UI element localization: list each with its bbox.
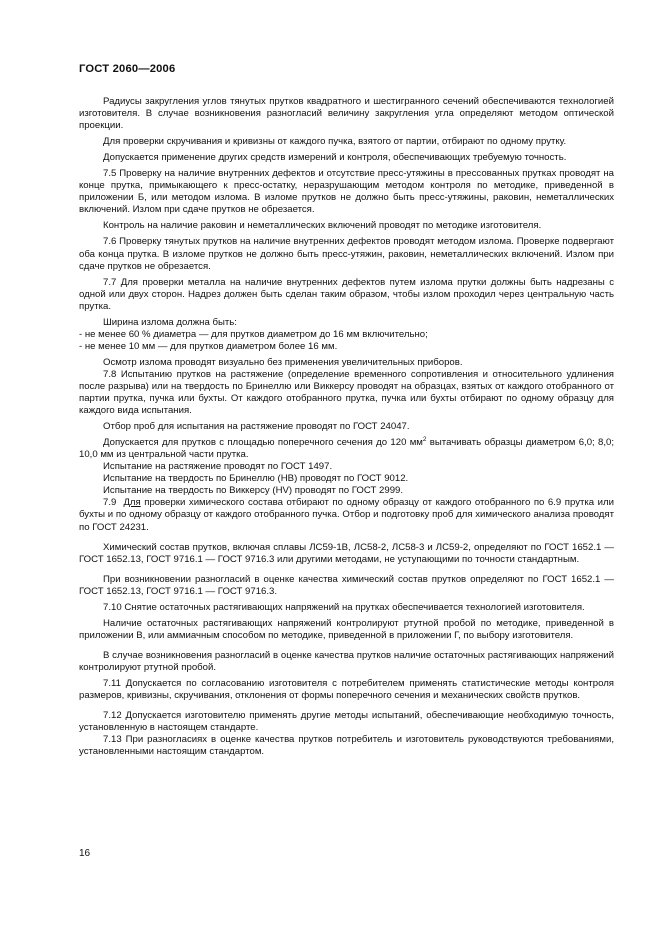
paragraph: Испытание на твердость по Виккерсу (HV) проводят по ГОСТ 2999. [103,485,404,497]
clause-7-5: 7.5 Проверку на наличие внутренних дефектов и отсутствие пресс-утяжины в прессованных прутках проводят на конце прутка, примыкающего к пресс-остатку, неразрушающим методом контроля по методике, приведенной в приложении Б, или методом излома. В изломе прутков не должно быть пресс-утяжины, раковин, неметаллических включений. Излом при сдаче прутков не обрезается. [79,168,614,216]
clause-7-10: 7.10 Снятие остаточных растягивающих напряжений на прутках обеспечивается технологией изготовителя. [103,601,585,613]
superscript: 2 [422,435,427,443]
paragraph-text: проверки химического состава отбирают по одному образцу от каждого отобранного по 6.9 прутка или бухты и по одному образцу от каждого отобранного пучка. Отбор и подготовку проб для химического анализа проводят по ГОСТ 24231. [79,497,614,533]
clause-7-12: 7.12 Допускается изготовителю применять другие методы испытаний, обеспечивающие необходимую точность, установленную в настоящем стандарте. [79,710,614,734]
paragraph: Отбор проб для испытания на растяжение проводят по ГОСТ 24047. [103,421,410,433]
paragraph: Контроль на наличие раковин и неметаллических включений проводят по методике изготовителя. [103,220,542,232]
paragraph: Наличие остаточных растягивающих напряжений контролируют ртутной пробой по методике, приведенной в приложении В, или аммиачным способом по методике, приведенной в приложении Г, по выбору изготовителя. [79,617,614,641]
list-item: - не менее 60 % диаметра — для прутков диаметром до 16 мм включительно; [79,328,428,340]
clause-7-11: 7.11 Допускается по согласованию изготовителя с потребителем применять статистические методы контроля размеров, кривизны, скручивания, отклонения от формы поперечного сечения и механических свойств прутков. [79,677,614,702]
clause-number: 7.9 [103,497,117,509]
clause-7-13: 7.13 При разногласиях в оценке качества прутков потребитель и изготовитель руководствуются требованиями, установленными настоящим стандартом. [79,734,614,758]
paragraph: Испытание на растяжение проводят по ГОСТ 1497. [103,461,333,473]
paragraph: Допускается применение других средств измерений и контроля, обеспечивающих требуемую точность. [103,152,567,164]
page-number: 16 [79,848,91,859]
paragraph-text: вытачивать образцы диаметром 6,0; 8,0; 10,0 мм из центральной части прутка. [79,437,614,461]
paragraph: Осмотр излома проводят визуально без применения увеличительных приборов. [103,356,463,368]
paragraph: Ширина излома должна быть: [103,316,237,328]
paragraph: Химический состав прутков, включая сплавы ЛС59-1В, ЛС58-2, ЛС58-3 и ЛС59-2, определяют по ГОСТ 1652.1 — ГОСТ 1652.13, ГОСТ 9716.1 — ГОСТ 9716.3 или другими методами, не уступающими по точности стандартным. [79,541,614,565]
paragraph: Радиусы закругления углов тянутых прутков квадратного и шестигранного сечений обеспечиваются технологией изготовителя. В случае возникновения разногласий величину закругления угла определяют методом оптической проекции. [79,96,614,132]
paragraph: Испытание на твердость по Бринеллю (НВ) проводят по ГОСТ 9012. [103,473,409,485]
paragraph: При возникновении разногласий в оценке качества химический состав прутков определяют по ГОСТ 1652.1 — ГОСТ 1652.13, ГОСТ 9716.1 — ГОСТ 9716.3. [79,573,614,597]
paragraph: Для проверки скручивания и кривизны от каждого пучка, взятого от партии, отбирают по одному прутку. [103,136,567,148]
document-body [79,96,614,758]
clause-7-6: 7.6 Проверку тянутых прутков на наличие внутренних дефектов проводят методом излома. Проверке подвергают оба конца прутка. В изломе прутков не должно быть пресс-утяжин, раковин, неметаллических включений. Излом при сдаче прутков не обрезается. [79,236,614,272]
paragraph [79,437,614,461]
paragraph-text: Допускается для прутков с площадью поперечного сечения до 120 мм [103,437,423,449]
list-item: - не менее 10 мм — для прутков диаметром более 16 мм. [79,340,338,352]
paragraph: В случае возникновения разногласий в оценке качества прутков наличие остаточных растягивающих напряжений контролируют ртутной пробой. [79,649,614,673]
clause-7-7: 7.7 Для проверки металла на наличие внутренних дефектов путем излома прутки должны быть надрезаны с одной или двух сторон. Надрез должен быть сделан таким образом, чтобы излом проходил через центральную часть прутка. [79,276,614,312]
clause-7-9 [79,497,614,533]
clause-7-8: 7.8 Испытанию прутков на растяжение (определение временного сопротивления и относительного удлинения после разрыва) или на твердость по Бринеллю или Виккерсу проводят на образцах, взятых от каждого отобранного от партии прутка, пучка или бухты. От каждого отобранного прутка, пучка или бухты отбирают по одному образцу для каждого вида испытания. [79,368,614,417]
standard-header: ГОСТ 2060—2006 [79,63,176,75]
underlined-word: Для [123,497,141,509]
